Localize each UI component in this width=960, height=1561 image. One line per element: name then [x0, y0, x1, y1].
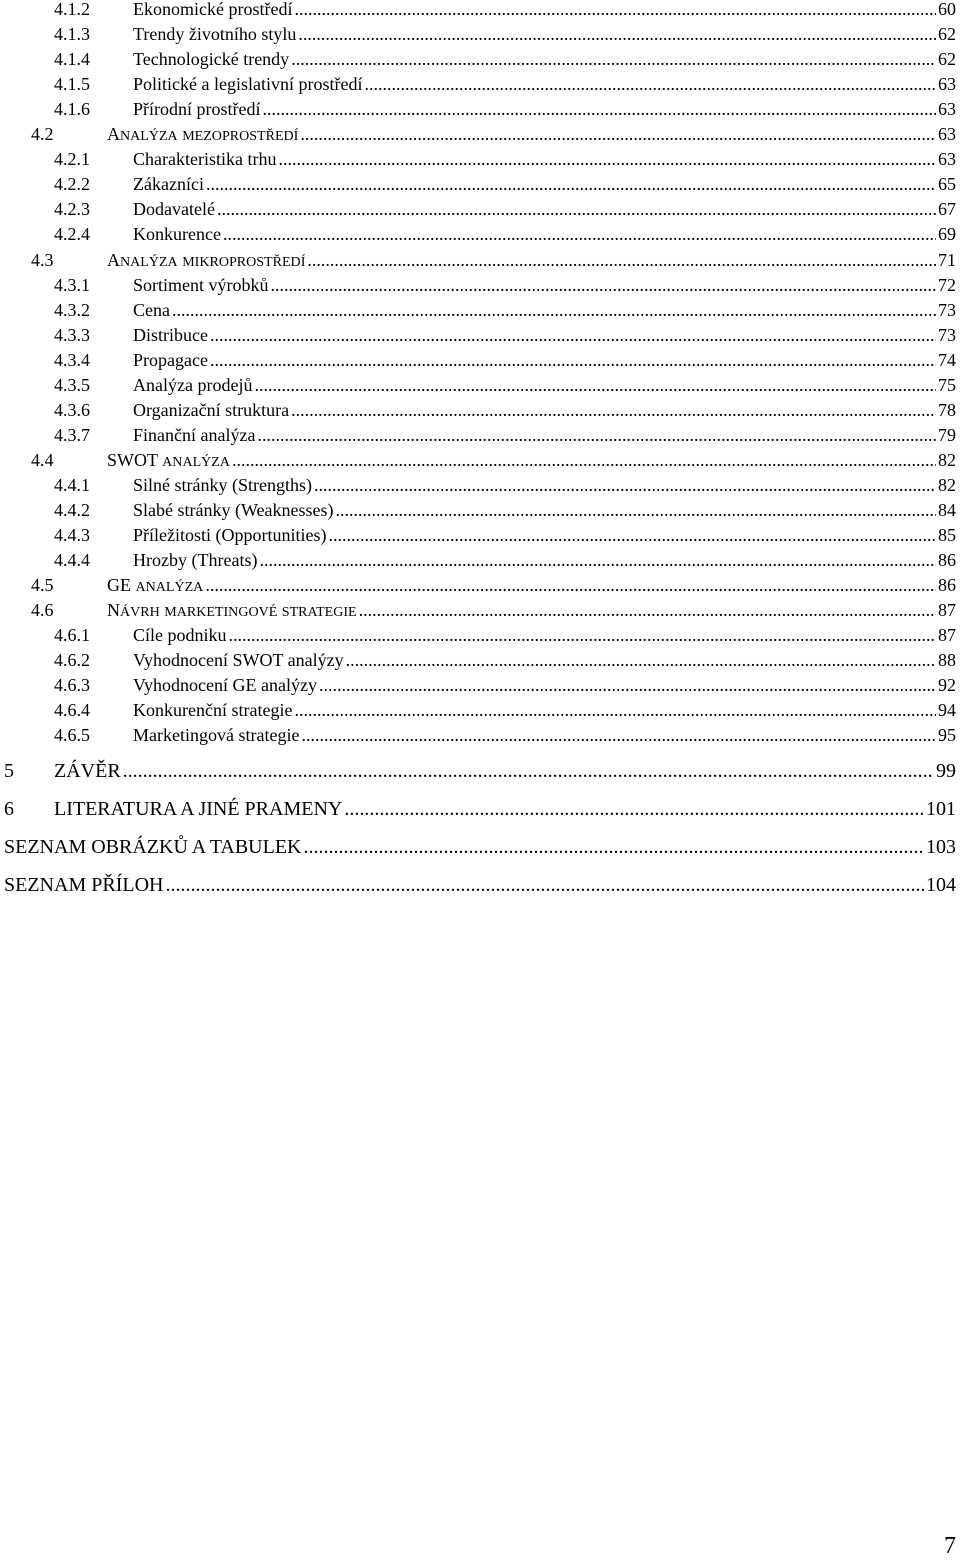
toc-entry[interactable] [4, 872, 956, 898]
toc-dot-leader [291, 399, 936, 421]
toc-entry-number: 4.1.6 [54, 99, 90, 120]
toc-entry[interactable] [54, 223, 956, 245]
toc-dot-leader [263, 98, 937, 120]
toc-dot-leader [223, 223, 936, 245]
toc-entry-page: 63 [938, 74, 956, 95]
toc-entry-page: 63 [938, 124, 956, 145]
toc-entry-number: 4.5 [31, 575, 54, 596]
toc-entry-title: Konkurenční strategie [133, 700, 293, 721]
toc-entry-page: 73 [938, 299, 956, 320]
toc-entry[interactable] [54, 624, 956, 646]
toc-dot-leader [232, 449, 936, 471]
toc-entry-page: 74 [938, 349, 956, 370]
toc-entry-number: 4.6.5 [54, 725, 90, 746]
toc-entry-number: 4.1.4 [54, 49, 90, 70]
toc-entry-page: 73 [938, 324, 956, 345]
toc-entry[interactable] [54, 549, 956, 571]
toc-entry-page: 63 [938, 99, 956, 120]
toc-entry-title: Politické a legislativní prostředí [133, 74, 363, 95]
toc-entry[interactable] [54, 98, 956, 120]
toc-entry-number: 4.2.2 [54, 174, 90, 195]
toc-entry-title: Sortiment výrobků [133, 274, 269, 295]
toc-entry[interactable] [54, 23, 956, 45]
toc-dot-leader [300, 123, 936, 145]
toc-dot-leader [294, 0, 936, 20]
toc-entry[interactable] [54, 349, 956, 371]
toc-entry-title: Propagace [133, 349, 208, 370]
toc-entry-page: 63 [938, 149, 956, 170]
toc-entry-title: SEZNAM PŘÍLOH [4, 874, 164, 896]
toc-entry-page: 88 [938, 650, 956, 671]
toc-entry[interactable] [31, 574, 956, 596]
toc-entry-number: 4.3.2 [54, 299, 90, 320]
toc-entry-page: 95 [938, 725, 956, 746]
toc-dot-leader [319, 674, 936, 696]
toc-entry-number: 4.6.3 [54, 675, 90, 696]
toc-entry-title: Finanční analýza [133, 424, 256, 445]
toc-dot-leader [259, 549, 936, 571]
toc-entry-title: Cena [133, 299, 170, 320]
toc-entry-number: 4.1.3 [54, 24, 90, 45]
toc-entry-page: 75 [938, 374, 956, 395]
toc-entry[interactable] [31, 249, 956, 271]
toc-entry-title: Přírodní prostředí [133, 99, 261, 120]
toc-entry-page: 104 [926, 874, 956, 896]
toc-entry-title: ANALÝZA MIKROPROSTŘEDÍ [107, 249, 306, 270]
toc-entry-page: 86 [938, 575, 956, 596]
toc-entry-page: 69 [938, 224, 956, 245]
toc-entry[interactable] [54, 399, 956, 421]
toc-dot-leader [328, 524, 936, 546]
toc-entry[interactable] [54, 48, 956, 70]
toc-dot-leader [257, 424, 936, 446]
toc-entry-page: 92 [938, 675, 956, 696]
toc-entry-number: 4.2.3 [54, 199, 90, 220]
toc-entry-title: Příležitosti (Opportunities) [133, 525, 327, 546]
toc-entry-number: 4.3.7 [54, 424, 90, 445]
toc-dot-leader [301, 724, 936, 746]
toc-dot-leader [206, 173, 936, 195]
toc-entry[interactable] [54, 148, 956, 170]
toc-dot-leader [364, 73, 936, 95]
toc-entry-page: 84 [938, 500, 956, 520]
toc-entry-page: 103 [926, 836, 956, 858]
toc-entry-title: SEZNAM OBRÁZKŮ A TABULEK [4, 836, 302, 858]
toc-entry-page: 65 [938, 174, 956, 195]
toc-entry-number: 4.3.4 [54, 349, 90, 370]
toc-entry-number: 4.6.4 [54, 700, 90, 721]
toc-entry-page: 82 [938, 449, 956, 470]
toc-entry-title: Charakteristika trhu [133, 149, 277, 170]
toc-entry[interactable] [54, 524, 956, 546]
toc-entry[interactable] [54, 0, 956, 20]
toc-entry-title: Vyhodnocení GE analýzy [133, 675, 317, 696]
toc-entry-title: Analýza prodejů [133, 374, 253, 395]
toc-entry-number: 4.3.6 [54, 399, 90, 420]
toc-entry-number: 4.6 [31, 600, 54, 621]
toc-entry[interactable] [4, 834, 956, 860]
toc-entry[interactable] [54, 424, 956, 446]
toc-entry[interactable] [54, 198, 956, 220]
toc-entry[interactable] [54, 173, 956, 195]
toc-dot-leader [210, 324, 936, 346]
toc-entry-number: 5 [4, 760, 14, 782]
toc-entry-page: 85 [938, 525, 956, 546]
toc-entry-number: 4.1.2 [54, 0, 90, 19]
toc-entry-number: 4.4.1 [54, 474, 90, 495]
toc-entry-title: Dodavatelé [133, 199, 215, 220]
toc-entry-page: 82 [938, 474, 956, 495]
toc-entry-title: Konkurence [133, 224, 221, 245]
toc-entry-title: Silné stránky (Strengths) [133, 474, 312, 495]
toc-entry-page: 78 [938, 399, 956, 420]
toc-dot-leader [217, 198, 936, 220]
toc-entry-title: Vyhodnocení SWOT analýzy [133, 650, 344, 671]
toc-entry[interactable] [54, 674, 956, 696]
toc-dot-leader [344, 796, 924, 822]
toc-entry-number: 4.6.1 [54, 625, 90, 646]
toc-entry-number: 4.4 [31, 449, 54, 470]
toc-entry-page: 87 [938, 625, 956, 646]
toc-dot-leader [229, 624, 937, 646]
toc-entry-page: 79 [938, 424, 956, 445]
toc-entry[interactable] [54, 474, 956, 496]
toc-entry-title: NÁVRH MARKETINGOVÉ STRATEGIE [107, 600, 357, 621]
toc-entry-number: 4.4.4 [54, 550, 90, 571]
toc-entry-number: 4.1.5 [54, 74, 90, 95]
toc-entry-page: 72 [938, 274, 956, 295]
toc-entry-page: 86 [938, 550, 956, 571]
toc-entry-title: Organizační struktura [133, 399, 290, 420]
toc-entry[interactable] [31, 599, 956, 621]
toc-entry-page: 94 [938, 700, 956, 721]
toc-entry-number: 4.3.1 [54, 274, 90, 295]
toc-entry-number: 4.6.2 [54, 650, 90, 671]
toc-entry[interactable] [4, 758, 956, 784]
toc-entry-title: Technologické trendy [133, 49, 290, 70]
toc-dot-leader [210, 349, 936, 371]
toc-entry[interactable] [4, 796, 956, 822]
toc-entry-number: 4.3.5 [54, 374, 90, 395]
toc-entry-title: GE ANALÝZA [107, 575, 204, 596]
toc-entry-number: 6 [4, 798, 14, 820]
toc-entry[interactable] [54, 499, 956, 521]
toc-entry-title: Ekonomické prostředí [133, 0, 293, 19]
toc-entry[interactable] [54, 374, 956, 396]
toc-entry-page: 99 [936, 760, 956, 782]
toc-entry-title: ANALÝZA MEZOPROSTŘEDÍ [107, 124, 299, 145]
toc-entry-number: 4.4.2 [54, 500, 90, 520]
toc-entry-title: Trendy životního stylu [133, 24, 297, 45]
toc-entry[interactable] [54, 274, 956, 296]
toc-entry-title: LITERATURA A JINÉ PRAMENY [54, 798, 343, 820]
toc-entry-title: Distribuce [133, 324, 208, 345]
toc-dot-leader [304, 834, 925, 860]
toc-entry-number: 4.2.4 [54, 224, 90, 245]
toc-dot-leader [205, 574, 936, 596]
toc-entry[interactable] [31, 123, 956, 145]
toc-dot-leader [336, 499, 937, 521]
toc-entry-number: 4.3.3 [54, 324, 90, 345]
toc-entry-page: 87 [938, 600, 956, 621]
toc-dot-leader [172, 299, 936, 321]
toc-entry-title: Slabé stránky (Weaknesses) [133, 500, 334, 520]
toc-entry-page: 62 [938, 49, 956, 70]
toc-entry[interactable] [54, 324, 956, 346]
toc-entry-number: 4.2 [31, 124, 54, 145]
toc-entry-title: Marketingová strategie [133, 725, 300, 746]
toc-entry-number: 4.2.1 [54, 149, 90, 170]
toc-entry-title: Zákazníci [133, 174, 204, 195]
toc-entry-page: 60 [938, 0, 956, 19]
toc-entry-page: 62 [938, 24, 956, 45]
toc-entry-title: ZÁVĚR [54, 760, 121, 782]
toc-entry[interactable] [54, 724, 956, 746]
toc-dot-leader [294, 699, 936, 721]
toc-dot-leader [307, 249, 936, 271]
page-number: 7 [944, 1533, 956, 1559]
toc-entry-page: 101 [926, 798, 956, 820]
toc-dot-leader [291, 48, 936, 70]
toc-dot-leader [346, 649, 936, 671]
toc-entry-page: 71 [938, 249, 956, 270]
toc-dot-leader [314, 474, 936, 496]
toc-dot-leader [271, 274, 937, 296]
toc-entry-title: SWOT ANALÝZA [107, 449, 230, 470]
toc-entry-title: Cíle podniku [133, 625, 227, 646]
toc-dot-leader [278, 148, 936, 170]
toc-dot-leader [123, 758, 934, 784]
toc-dot-leader [254, 374, 936, 396]
toc-entry[interactable] [54, 73, 956, 95]
toc-entry-page: 67 [938, 199, 956, 220]
toc-entry[interactable] [54, 299, 956, 321]
toc-entry[interactable] [54, 699, 956, 721]
toc-dot-leader [359, 599, 936, 621]
toc-entry[interactable] [54, 649, 956, 671]
toc-dot-leader [298, 23, 936, 45]
toc-entry-number: 4.3 [31, 249, 54, 270]
toc-entry-number: 4.4.3 [54, 525, 90, 546]
toc-entry[interactable] [31, 449, 956, 471]
toc-entry-title: Hrozby (Threats) [133, 550, 258, 571]
toc-dot-leader [165, 872, 924, 898]
